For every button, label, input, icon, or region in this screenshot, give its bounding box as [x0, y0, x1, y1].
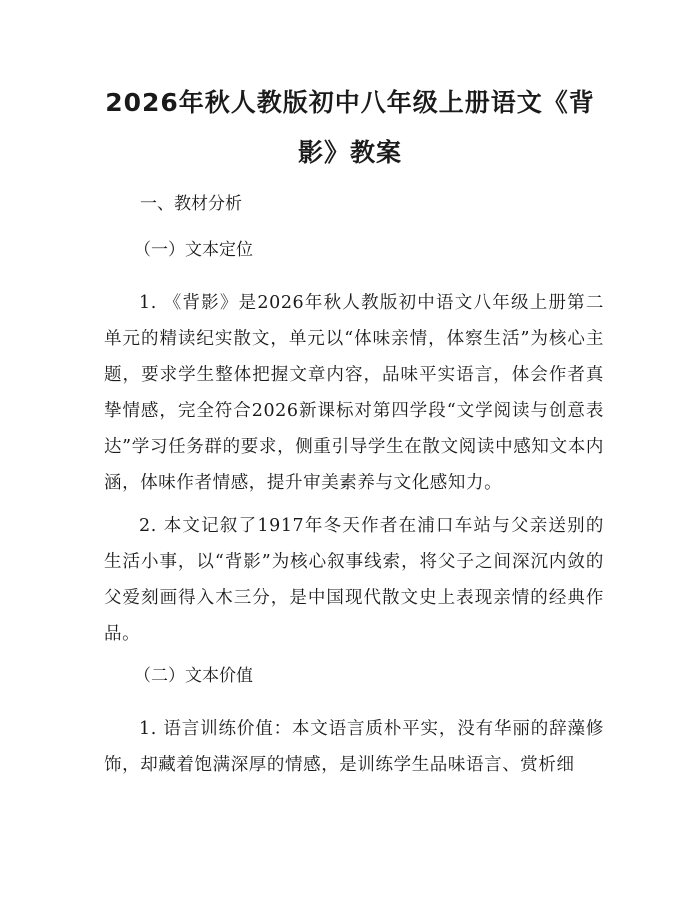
subsection-heading-text-value: （二）文本价值	[134, 666, 253, 686]
section-heading-textbook-analysis: 一、教材分析	[140, 194, 242, 214]
paragraph-text-positioning-1: 1. 《背影》是2026年秋人教版初中语文八年级上册第二单元的精读纪实散文，单元以“体味亲情，体察生活”为核心主题，要求学生整体把握文章内容，品味平实语言，体会作者真挚情感，完全符合2026新课标对第四学段“文学阅读与创意表达”学习任务群的要求，侧重引导学生在散文阅读中感知文本内涵，体味作者情感，提升审美素养与文化感知力。	[104, 293, 604, 493]
paragraph-text-positioning-2: 2. 本文记叙了1917年冬天作者在浦口车站与父亲送别的生活小事，以“背影”为核心叙事线索，将父子之间深沉内敛的父爱刻画得入木三分，是中国现代散文史上表现亲情的经典作品。	[104, 516, 604, 644]
paragraph-text-value-1: 1. 语言训练价值：本文语言质朴平实，没有华丽的辞藻修饰，却藏着饱满深厚的情感，是训练学生品味语言、赏析细	[104, 719, 604, 775]
subsection-heading-text-positioning: （一）文本定位	[134, 240, 253, 260]
document-title: 2026年秋人教版初中八年级上册语文《背影》教案	[105, 88, 595, 167]
